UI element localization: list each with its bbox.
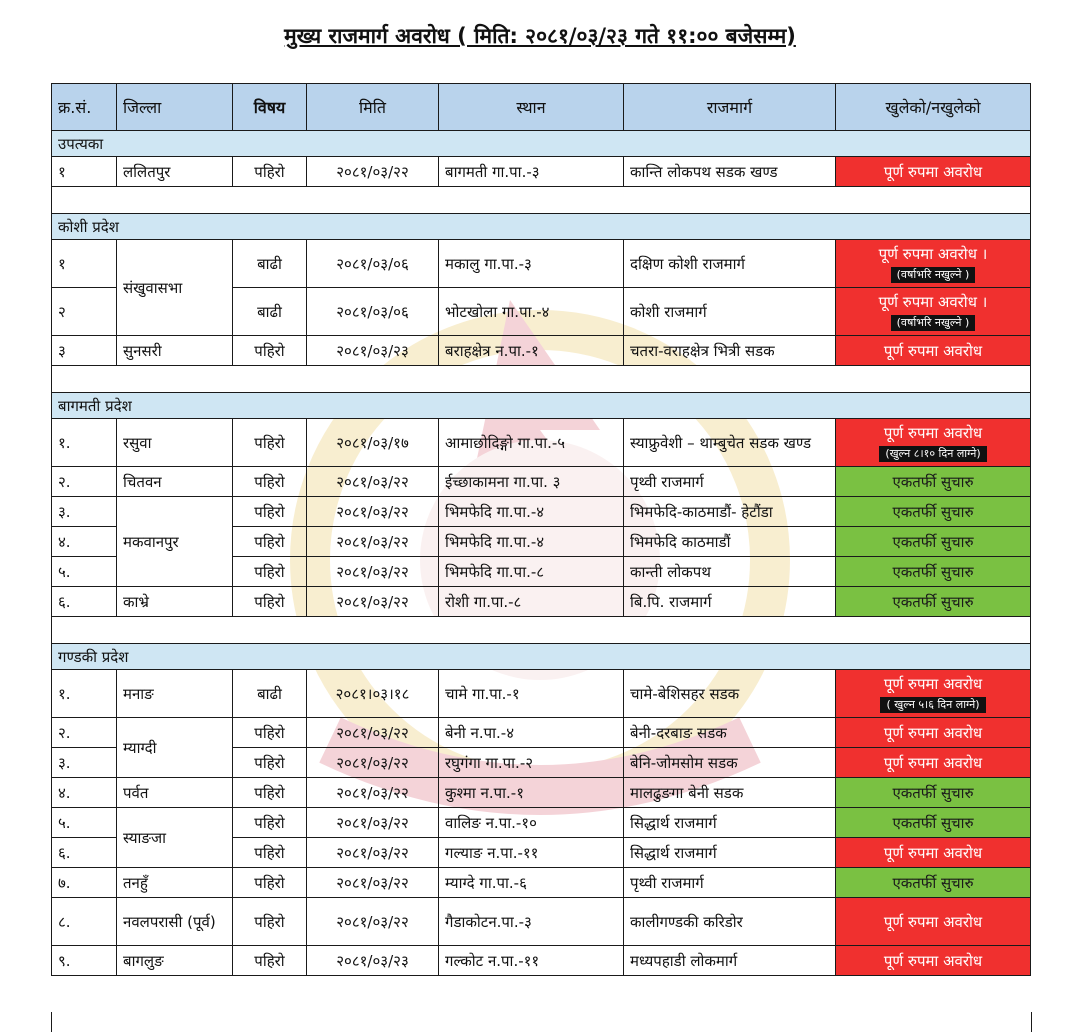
table-continuation (51, 1012, 1032, 1032)
row-sn: ८. (52, 898, 117, 946)
table-row (52, 670, 1031, 718)
row-sn: ५. (52, 557, 117, 587)
row-place: ईच्छाकामना गा.पा. ३ (439, 467, 624, 497)
row-place: बागमती गा.पा.-३ (439, 157, 624, 187)
section-row (52, 214, 1031, 240)
row-place: गैडाकोटन.पा.-३ (439, 898, 624, 946)
status-badge (836, 557, 1031, 587)
row-date: २०८१/०३/२२ (307, 587, 439, 617)
row-place: रघुगंगा गा.पा.-२ (439, 748, 624, 778)
table-row (52, 946, 1031, 976)
status-badge (836, 946, 1031, 976)
status-badge (836, 497, 1031, 527)
row-sn: ७. (52, 868, 117, 898)
status-text: पूर्ण रुपमा अवरोध (883, 341, 983, 360)
row-highway: सिद्धार्थ राजमार्ग (624, 838, 836, 868)
section-title: उपत्यका (52, 131, 1031, 157)
row-district: स्याङजा (117, 808, 233, 868)
row-type: पहिरो (233, 497, 307, 527)
page-title: मुख्य राजमार्ग अवरोध ( मिति: २०८१/०३/२३ गते ११:०० बजेसम्म) (284, 24, 796, 48)
status-text: एकतर्फी सुचारु (892, 502, 974, 521)
header-status: खुलेको/नखुलेको (836, 84, 1031, 131)
row-date: २०८१/०३/१७ (307, 419, 439, 467)
status-text: एकतर्फी सुचारु (892, 532, 974, 551)
status-text: एकतर्फी सुचारु (892, 592, 974, 611)
row-type: पहिरो (233, 587, 307, 617)
row-type: पहिरो (233, 808, 307, 838)
row-sn: २. (52, 467, 117, 497)
status-note: ( खुल्न ५।६ दिन लाग्ने) (880, 697, 985, 713)
row-highway: कोशी राजमार्ग (624, 288, 836, 336)
row-date: २०८१।०३।१८ (307, 670, 439, 718)
section-row (52, 644, 1031, 670)
row-place: भिमफेदि गा.पा.-८ (439, 557, 624, 587)
row-highway: कान्ती लोकपथ (624, 557, 836, 587)
row-type: पहिरो (233, 868, 307, 898)
row-place: भोटखोला गा.पा.-४ (439, 288, 624, 336)
row-place: आमाछोदिङ्गो गा.पा.-५ (439, 419, 624, 467)
row-place: म्याग्दे गा.पा.-६ (439, 868, 624, 898)
row-sn: १. (52, 670, 117, 718)
row-date: २०८१/०३/२२ (307, 778, 439, 808)
table-header-row (52, 84, 1031, 131)
table-row (52, 808, 1031, 838)
header-district: जिल्ला (117, 84, 233, 131)
row-district: ललितपुर (117, 157, 233, 187)
section-title: बागमती प्रदेश (52, 393, 1031, 419)
spacer-row (52, 187, 1031, 214)
row-type: पहिरो (233, 718, 307, 748)
status-text: पूर्ण रुपमा अवरोध (883, 951, 983, 970)
status-note: (वर्षाभरि नखुल्ने ) (891, 315, 976, 331)
row-highway: भिमफेदि-काठमाडौं- हेटौंडा (624, 497, 836, 527)
header-date: मिति (307, 84, 439, 131)
row-district: संखुवासभा (117, 240, 233, 336)
row-sn: २ (52, 288, 117, 336)
spacer-cell (52, 366, 1031, 393)
row-sn: ४. (52, 778, 117, 808)
row-date: २०८१/०३/२२ (307, 868, 439, 898)
status-text: पूर्ण रुपमा अवरोध (883, 753, 983, 772)
row-highway: बि.पि. राजमार्ग (624, 587, 836, 617)
row-place: कुश्मा न.पा.-१ (439, 778, 624, 808)
row-date: २०८१/०३/०६ (307, 288, 439, 336)
status-badge (836, 808, 1031, 838)
row-date: २०८१/०३/२२ (307, 557, 439, 587)
section-title: कोशी प्रदेश (52, 214, 1031, 240)
row-highway: बेनि-जोमसोम सडक (624, 748, 836, 778)
table-row (52, 467, 1031, 497)
status-badge (836, 419, 1031, 467)
row-date: २०८१/०३/२२ (307, 838, 439, 868)
status-text: एकतर्फी सुचारु (892, 813, 974, 832)
table-row (52, 336, 1031, 366)
row-place: गल्याङ न.पा.-११ (439, 838, 624, 868)
table-row (52, 898, 1031, 946)
status-text: पूर्ण रुपमा अवरोध । (878, 293, 988, 311)
status-badge (836, 467, 1031, 497)
status-text: पूर्ण रुपमा अवरोध (883, 162, 983, 181)
row-sn: ३ (52, 336, 117, 366)
status-badge (836, 898, 1031, 946)
row-type: पहिरो (233, 467, 307, 497)
row-date: २०८१/०३/०६ (307, 240, 439, 288)
row-place: भिमफेदि गा.पा.-४ (439, 527, 624, 557)
row-district: म्याग्दी (117, 718, 233, 778)
row-date: २०८१/०३/२२ (307, 898, 439, 946)
row-district: रसुवा (117, 419, 233, 467)
table-row (52, 868, 1031, 898)
section-row (52, 393, 1031, 419)
row-highway: मालढुङगा बेनी सडक (624, 778, 836, 808)
status-note: (वर्षाभरि नखुल्ने ) (891, 267, 976, 283)
spacer-cell (52, 617, 1031, 644)
row-district: सुनसरी (117, 336, 233, 366)
row-sn: ४. (52, 527, 117, 557)
status-text: एकतर्फी सुचारु (892, 472, 974, 491)
row-date: २०८१/०३/२३ (307, 336, 439, 366)
spacer-row (52, 366, 1031, 393)
status-text: पूर्ण रुपमा अवरोध (883, 424, 983, 442)
status-badge (836, 748, 1031, 778)
row-highway: कालीगण्डकी करिडोर (624, 898, 836, 946)
row-type: पहिरो (233, 157, 307, 187)
row-highway: बेनी-दरबाङ सडक (624, 718, 836, 748)
row-type: पहिरो (233, 336, 307, 366)
status-note: (खुल्न ८।१० दिन लाग्ने) (879, 446, 986, 462)
status-badge (836, 587, 1031, 617)
status-text: एकतर्फी सुचारु (892, 562, 974, 581)
row-sn: १. (52, 419, 117, 467)
row-place: मकालु गा.पा.-३ (439, 240, 624, 288)
row-date: २०८१/०३/२३ (307, 946, 439, 976)
row-date: २०८१/०३/२२ (307, 718, 439, 748)
status-badge (836, 838, 1031, 868)
spacer-row (52, 617, 1031, 644)
row-district: मकवानपुर (117, 497, 233, 587)
row-sn: १ (52, 240, 117, 288)
row-highway: चतरा-वराहक्षेत्र भित्री सडक (624, 336, 836, 366)
row-highway: पृथ्वी राजमार्ग (624, 467, 836, 497)
row-place: चामे गा.पा.-१ (439, 670, 624, 718)
status-text: पूर्ण रुपमा अवरोध (883, 723, 983, 742)
row-place: बेनी न.पा.-४ (439, 718, 624, 748)
header-highway: राजमार्ग (624, 84, 836, 131)
row-date: २०८१/०३/२२ (307, 497, 439, 527)
row-highway: मध्यपहाडी लोकमार्ग (624, 946, 836, 976)
status-badge (836, 527, 1031, 557)
row-type: पहिरो (233, 527, 307, 557)
table-row (52, 497, 1031, 527)
status-badge (836, 288, 1031, 336)
row-highway: कान्ति लोकपथ सडक खण्ड (624, 157, 836, 187)
row-type: पहिरो (233, 419, 307, 467)
header-type: विषय (233, 84, 307, 131)
row-district: मनाङ (117, 670, 233, 718)
status-text: पूर्ण रुपमा अवरोध (883, 912, 983, 931)
section-title: गण्डकी प्रदेश (52, 644, 1031, 670)
status-text: एकतर्फी सुचारु (892, 783, 974, 802)
status-text: पूर्ण रुपमा अवरोध । (878, 245, 988, 263)
row-sn: ५. (52, 808, 117, 838)
header-sn: क्र.सं. (52, 84, 117, 131)
row-highway: भिमफेदि काठमाडौं (624, 527, 836, 557)
table-row (52, 718, 1031, 748)
row-date: २०८१/०३/२२ (307, 527, 439, 557)
status-text: एकतर्फी सुचारु (892, 873, 974, 892)
row-place: गल्कोट न.पा.-११ (439, 946, 624, 976)
row-place: भिमफेदि गा.पा.-४ (439, 497, 624, 527)
row-type: पहिरो (233, 748, 307, 778)
row-type: बाढी (233, 288, 307, 336)
row-district: तनहुँ (117, 868, 233, 898)
row-type: पहिरो (233, 778, 307, 808)
row-type: बाढी (233, 670, 307, 718)
row-sn: ६. (52, 838, 117, 868)
status-badge (836, 157, 1031, 187)
row-date: २०८१/०३/२२ (307, 157, 439, 187)
row-highway: दक्षिण कोशी राजमार्ग (624, 240, 836, 288)
row-type: पहिरो (233, 898, 307, 946)
row-district: काभ्रे (117, 587, 233, 617)
section-row (52, 131, 1031, 157)
row-sn: ६. (52, 587, 117, 617)
status-badge (836, 718, 1031, 748)
status-badge (836, 778, 1031, 808)
status-text: पूर्ण रुपमा अवरोध (883, 675, 983, 693)
status-badge (836, 336, 1031, 366)
status-text: पूर्ण रुपमा अवरोध (883, 843, 983, 862)
table-row (52, 419, 1031, 467)
row-type: पहिरो (233, 946, 307, 976)
status-badge (836, 868, 1031, 898)
row-type: बाढी (233, 240, 307, 288)
row-district: बागलुङ (117, 946, 233, 976)
row-highway: चामे-बेशिसहर सडक (624, 670, 836, 718)
row-sn: ३. (52, 748, 117, 778)
row-date: २०८१/०३/२२ (307, 748, 439, 778)
table-row (52, 587, 1031, 617)
table-row (52, 778, 1031, 808)
row-district: नवलपरासी (पूर्व) (117, 898, 233, 946)
row-highway: पृथ्वी राजमार्ग (624, 868, 836, 898)
status-badge (836, 240, 1031, 288)
row-type: पहिरो (233, 557, 307, 587)
spacer-cell (52, 187, 1031, 214)
row-sn: १ (52, 157, 117, 187)
row-date: २०८१/०३/२२ (307, 467, 439, 497)
table-body (52, 131, 1031, 976)
header-place: स्थान (439, 84, 624, 131)
row-type: पहिरो (233, 838, 307, 868)
row-place: वालिङ न.पा.-१० (439, 808, 624, 838)
row-highway: सिद्धार्थ राजमार्ग (624, 808, 836, 838)
row-date: २०८१/०३/२२ (307, 808, 439, 838)
table-row (52, 157, 1031, 187)
status-badge (836, 670, 1031, 718)
row-highway: स्याफ्रुवेशी – थाम्बुचेत सडक खण्ड (624, 419, 836, 467)
table-row (52, 240, 1031, 288)
row-district: पर्वत (117, 778, 233, 808)
highway-obstruction-table (51, 83, 1031, 976)
row-sn: ३. (52, 497, 117, 527)
row-sn: २. (52, 718, 117, 748)
row-place: बराहक्षेत्र न.पा.-१ (439, 336, 624, 366)
row-district: चितवन (117, 467, 233, 497)
row-sn: ९. (52, 946, 117, 976)
row-place: रोशी गा.पा.-८ (439, 587, 624, 617)
